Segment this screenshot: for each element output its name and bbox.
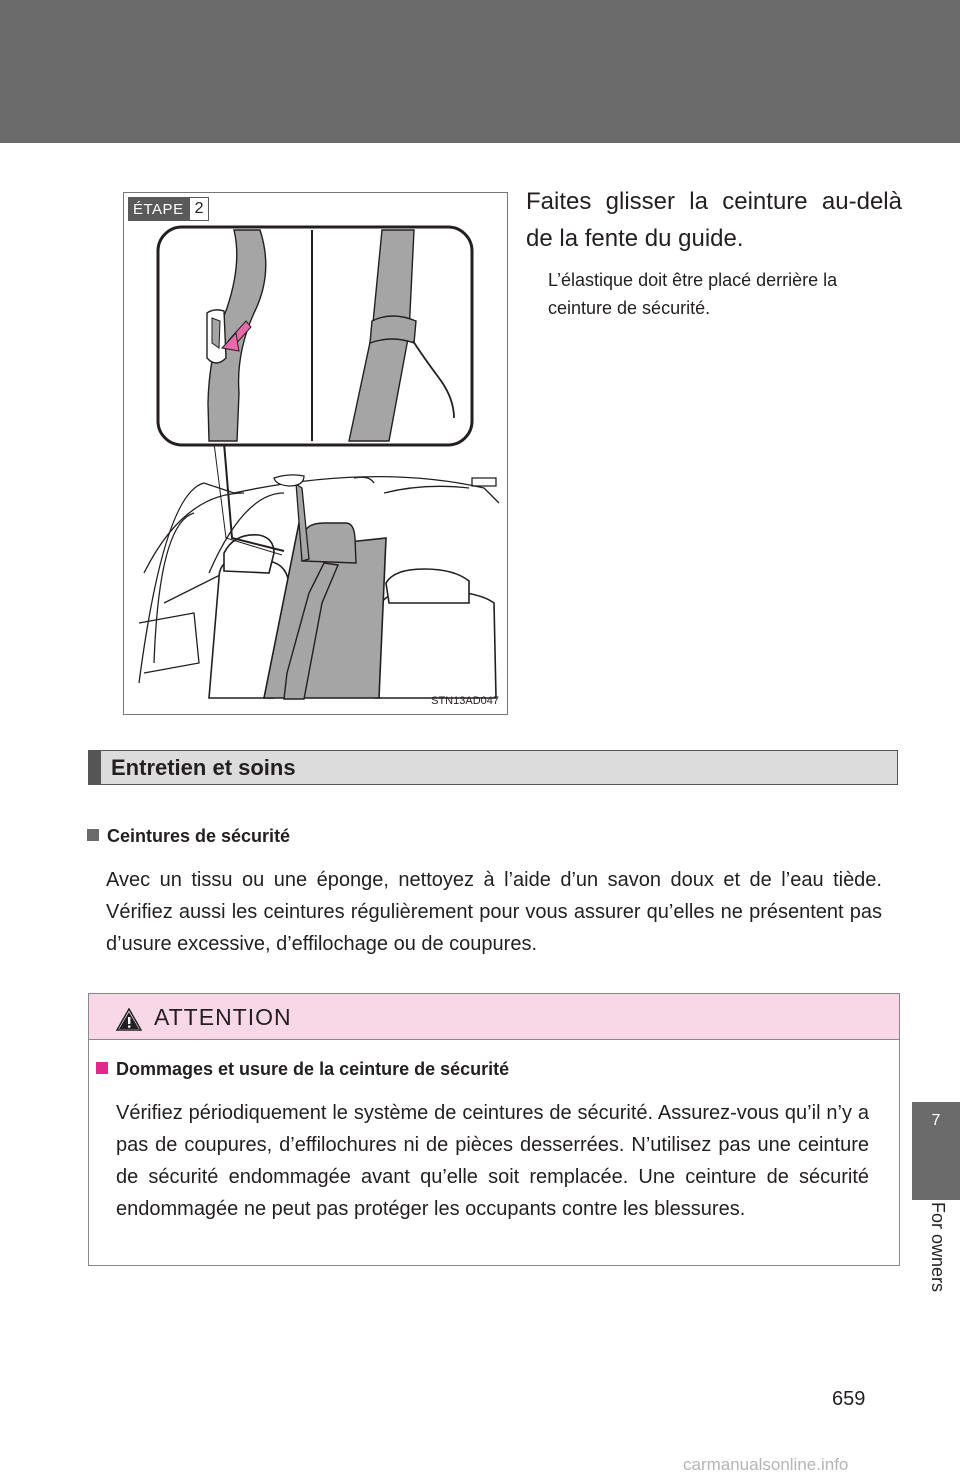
subheading-text: Ceintures de sécurité: [107, 826, 291, 846]
step-number: 2: [189, 197, 210, 221]
pink-square-bullet-icon: [96, 1062, 108, 1074]
seatbelt-illustration: [123, 192, 508, 715]
section-header: [88, 750, 898, 785]
figure-code: STN13AD047: [431, 695, 499, 707]
chapter-label: For owners: [928, 1202, 948, 1293]
step-instruction: Faites glisser la ceinture au-delà de la fente du guide.: [526, 188, 902, 252]
section-title: Entretien et soins: [111, 755, 296, 780]
step-label: ÉTAPE: [128, 197, 189, 221]
page-number: 659: [832, 1388, 866, 1410]
care-paragraph: Avec un tissu ou une éponge, nettoyez à l’aide d’un savon doux et de l’eau tiède. Vérifiez aussi les ceintures régulièrement pour vous assurer qu’elles ne présentent pas d’usure excessive, d’effilochage ou de coupures.: [106, 869, 882, 955]
subheading-seatbelts: [87, 826, 290, 847]
chapter-number: 7: [931, 1112, 941, 1129]
square-bullet-icon: [87, 829, 99, 841]
watermark: carmanualsonline.info: [683, 1455, 849, 1474]
warning-triangle-icon: [116, 1008, 142, 1031]
attention-subheading: [96, 1059, 509, 1080]
attention-header: [89, 994, 899, 1040]
chapter-label-area: [912, 1200, 960, 1344]
seatbelt-drawing: [124, 193, 508, 715]
top-band: [0, 0, 960, 143]
attention-paragraph: Vérifiez périodiquement le système de ceintures de sécurité. Assurez-vous qu’il n’y a pas de coupures, d’effilochures ni de pièces desserrées. N’utilisez pas une ceinture de sécurité endommagée avant qu’elle soit remplacée. Une ceinture de sécurité endommagée ne peut pas protéger les occupants contre les blessures.: [116, 1102, 869, 1220]
section-marker: [89, 751, 101, 784]
attention-subheading-text: Dommages et usure de la ceinture de sécurité: [116, 1059, 510, 1079]
step-badge: [128, 197, 209, 221]
attention-title: ATTENTION: [154, 1004, 292, 1030]
step-note: L’élastique doit être placé derrière la ceinture de sécurité.: [548, 270, 838, 318]
attention-box: [88, 993, 900, 1266]
